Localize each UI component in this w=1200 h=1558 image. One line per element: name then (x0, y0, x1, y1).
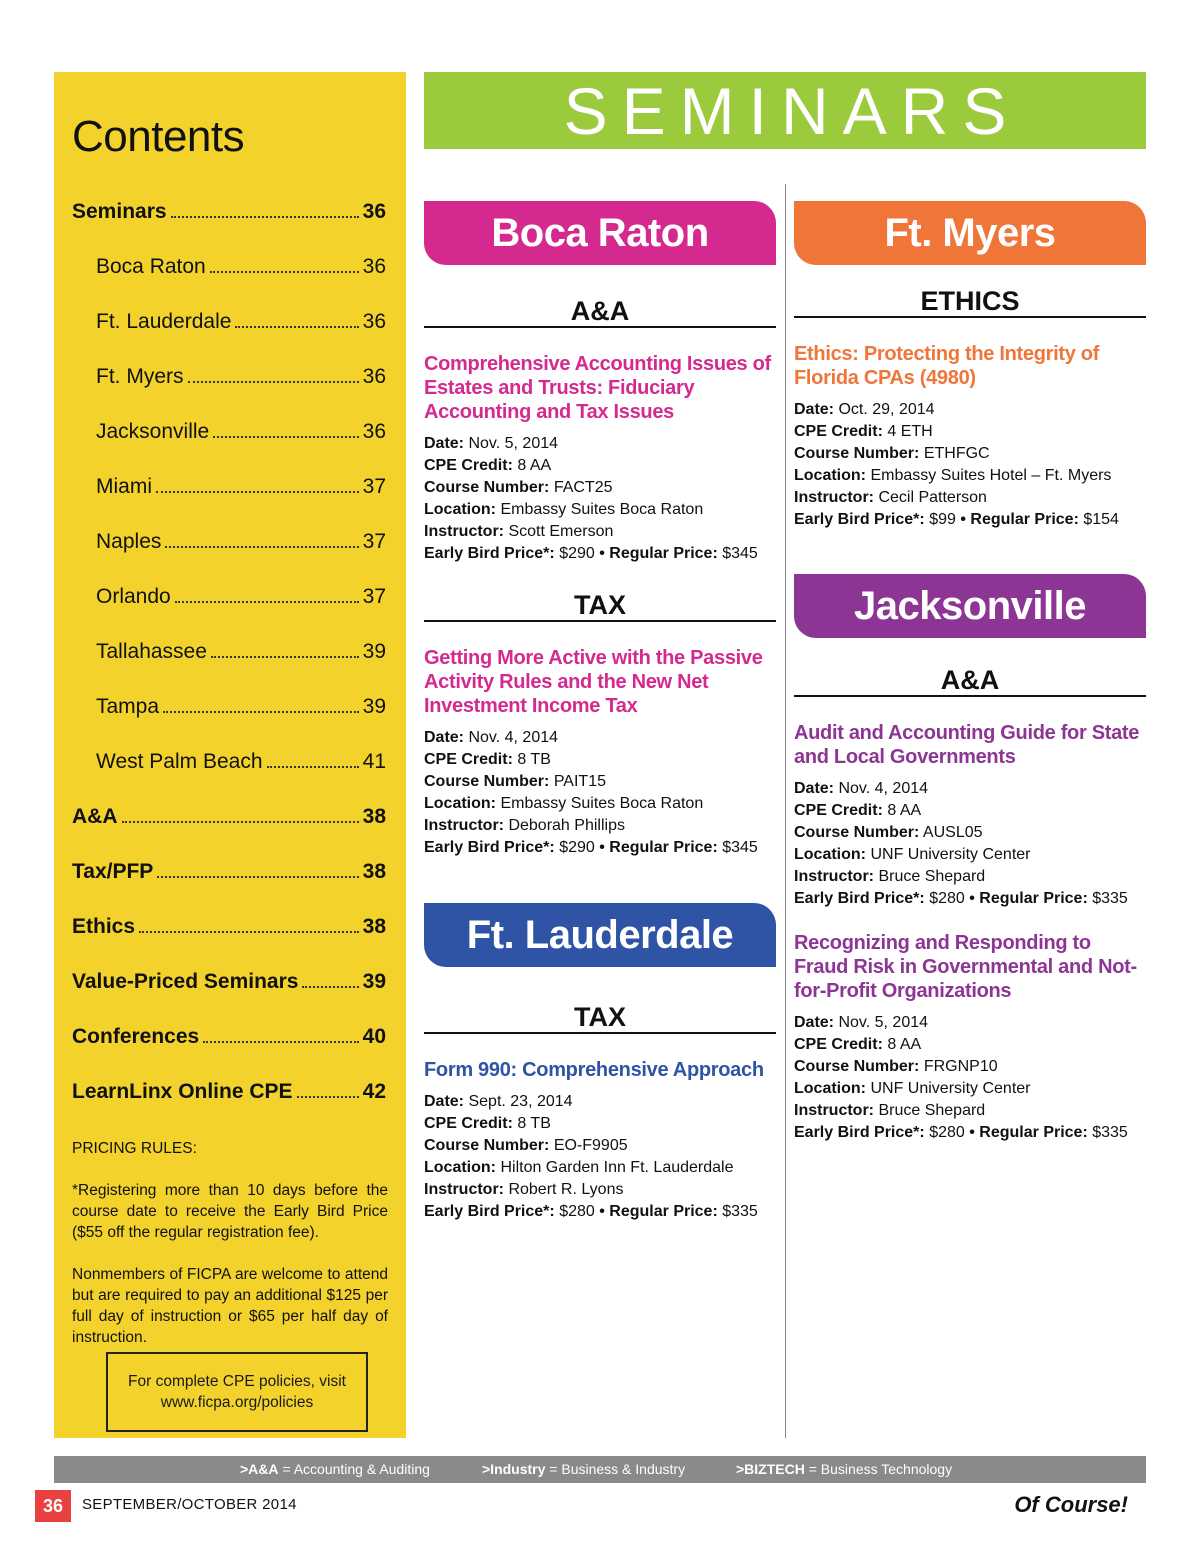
toc-page-number: 38 (362, 805, 386, 828)
regular-price: $345 (722, 545, 758, 562)
course-details: Date: Sept. 23, 2014 CPE Credit: 8 TB Course Number: EO-F9905 Location: Hilton Garden Inn Ft. Lauderdale Instructor: Robert R. Lyons Early Bird Price*: $280 • Regular Price: $335 (424, 1093, 758, 1220)
toc-label: Tax/PFP (72, 860, 154, 883)
toc-label: Seminars (72, 200, 167, 223)
regular-price: $154 (1083, 511, 1119, 528)
toc-item[interactable] (72, 799, 386, 829)
toc-item[interactable] (72, 909, 386, 939)
course-number: AUSL05 (922, 824, 983, 841)
course-number: EO-F9905 (553, 1137, 628, 1154)
course-details: Date: Nov. 5, 2014 CPE Credit: 8 AA Course Number: FACT25 Location: Embassy Suites Boca Raton Instructor: Scott Emerson Early Bird Price*: $290 • Regular Price: $345 (424, 435, 758, 562)
toc-label: West Palm Beach (96, 750, 263, 773)
toc-item[interactable] (72, 964, 386, 994)
regular-price: $335 (722, 1203, 758, 1220)
toc-label: Jacksonville (96, 420, 210, 443)
seminars-header (424, 72, 1146, 149)
course-location: Hilton Garden Inn Ft. Lauderdale (500, 1159, 734, 1176)
toc-page-number: 37 (362, 530, 386, 553)
legend-industry: >Industry = Business & Industry (482, 1461, 686, 1477)
toc-page-number: 40 (362, 1025, 386, 1048)
cpe-credit: 8 TB (517, 751, 551, 768)
course-location: Embassy Suites Hotel – Ft. Myers (870, 467, 1112, 484)
toc-leader-dots (203, 1041, 358, 1043)
toc-leader-dots (213, 436, 358, 438)
toc-page-number: 37 (362, 585, 386, 608)
toc-leader-dots (139, 931, 359, 933)
course-instructor: Deborah Phillips (508, 817, 625, 834)
early-bird-price: $99 (929, 511, 956, 528)
toc-leader-dots (210, 271, 359, 273)
course-title[interactable]: Form 990: Comprehensive Approach (424, 1059, 764, 1081)
banner-boca-raton (424, 201, 776, 265)
toc-item[interactable] (72, 194, 386, 224)
early-bird-price: $280 (929, 1124, 965, 1141)
toc-leader-dots (302, 986, 358, 988)
course-title[interactable]: Getting More Active with the Passive Activity Rules and the New Net Investment Income Tax (424, 647, 763, 717)
toc-leader-dots (211, 656, 359, 658)
cpe-credit: 8 AA (517, 457, 552, 474)
toc-page-number: 37 (362, 475, 386, 498)
toc-page-number: 36 (362, 310, 386, 333)
toc-page-number: 36 (362, 255, 386, 278)
issue-date: SEPTEMBER/OCTOBER 2014 (82, 1496, 297, 1513)
toc-label: Orlando (96, 585, 171, 608)
toc-label: Tallahassee (96, 640, 207, 663)
toc-item[interactable] (96, 524, 386, 554)
course-location: UNF University Center (870, 846, 1031, 863)
city-title: Boca Raton (491, 210, 709, 255)
course-details: Date: Nov. 5, 2014 CPE Credit: 8 AA Course Number: FRGNP10 Location: UNF University Center Instructor: Bruce Shepard Early Bird Price*: $280 • Regular Price: $335 (794, 1014, 1128, 1141)
toc-item[interactable] (72, 1074, 386, 1104)
toc-page-number: 39 (362, 695, 386, 718)
pricing-rule-early-bird: *Registering more than 10 days before the course date to receive the Early Bird Price ($55 off the regular registration fee). (72, 1182, 388, 1241)
toc-item[interactable] (96, 579, 386, 609)
toc-leader-dots (171, 216, 359, 218)
course-title[interactable]: Recognizing and Responding to Fraud Risk in Governmental and Not-for-Profit Organizations (794, 932, 1137, 1002)
course-number: PAIT15 (553, 773, 606, 790)
toc-page-number: 36 (362, 200, 386, 223)
city-title: Ft. Myers (884, 210, 1056, 255)
toc-label: Miami (96, 475, 152, 498)
course-date: Sept. 23, 2014 (468, 1093, 573, 1110)
course-title[interactable]: Ethics: Protecting the Integrity of Florida CPAs (4980) (794, 343, 1100, 389)
course-date: Nov. 5, 2014 (468, 435, 559, 452)
toc-item[interactable] (96, 414, 386, 444)
course-number: FRGNP10 (923, 1058, 998, 1075)
toc-page-number: 36 (362, 420, 386, 443)
toc-leader-dots (235, 326, 358, 328)
course-date: Nov. 4, 2014 (838, 780, 929, 797)
course-instructor: Scott Emerson (508, 523, 614, 540)
toc-item[interactable] (96, 744, 386, 774)
toc-item[interactable] (96, 359, 386, 389)
toc-page-number: 39 (362, 640, 386, 663)
course-instructor: Cecil Patterson (878, 489, 987, 506)
toc-item[interactable] (96, 689, 386, 719)
course-title[interactable]: Audit and Accounting Guide for State and Local Governments (794, 722, 1140, 768)
pricing-rules-heading: PRICING RULES: (72, 1140, 197, 1157)
page-number: 36 (35, 1490, 71, 1522)
toc-page-number: 39 (362, 970, 386, 993)
toc-label: Boca Raton (96, 255, 206, 278)
cpe-credit: 8 TB (517, 1115, 551, 1132)
toc-leader-dots (188, 381, 359, 383)
regular-price: $345 (722, 839, 758, 856)
cpe-credit: 4 ETH (887, 423, 933, 440)
early-bird-price: $280 (559, 1203, 595, 1220)
toc-label: Ethics (72, 915, 136, 938)
regular-price: $335 (1092, 890, 1128, 907)
course-number: FACT25 (553, 479, 613, 496)
policy-link[interactable]: www.ficpa.org/policies (160, 1394, 314, 1411)
course-instructor: Robert R. Lyons (508, 1181, 624, 1198)
toc-label: LearnLinx Online CPE (72, 1080, 293, 1103)
cpe-policy-box (106, 1352, 368, 1432)
course-location: Embassy Suites Boca Raton (500, 795, 704, 812)
seminars-title: SEMINARS (563, 73, 1021, 148)
toc-label: A&A (72, 805, 118, 828)
legend-bar (54, 1456, 1146, 1483)
toc-leader-dots (267, 766, 359, 768)
banner-ft-myers (794, 201, 1146, 265)
toc-leader-dots (156, 491, 359, 493)
cpe-credit: 8 AA (887, 802, 922, 819)
banner-jacksonville (794, 574, 1146, 638)
category-tax: TAX (424, 1002, 776, 1034)
category-aa: A&A (794, 665, 1146, 697)
policy-text: For complete CPE policies, visit (128, 1373, 346, 1390)
course-date: Nov. 4, 2014 (468, 729, 559, 746)
toc-leader-dots (163, 711, 359, 713)
course-location: UNF University Center (870, 1080, 1031, 1097)
category-tax: TAX (424, 590, 776, 622)
toc-leader-dots (175, 601, 359, 603)
regular-price: $335 (1092, 1124, 1128, 1141)
toc-page-number: 38 (362, 860, 386, 883)
toc-leader-dots (297, 1096, 359, 1098)
course-details: Date: Nov. 4, 2014 CPE Credit: 8 TB Course Number: PAIT15 Location: Embassy Suites Boca Raton Instructor: Deborah Phillips Early Bird Price*: $290 • Regular Price: $345 (424, 729, 758, 856)
toc-label: Ft. Myers (96, 365, 184, 388)
toc-item[interactable] (96, 634, 386, 664)
column-divider (785, 184, 786, 1438)
toc-leader-dots (165, 546, 358, 548)
course-instructor: Bruce Shepard (878, 868, 986, 885)
category-ethics: ETHICS (794, 286, 1146, 318)
pricing-rule-nonmembers: Nonmembers of FICPA are welcome to attend but are required to pay an additional $125 per full day of instruction or $65 per half day of instruction. (72, 1266, 388, 1346)
toc-item[interactable] (96, 249, 386, 279)
cpe-credit: 8 AA (887, 1036, 922, 1053)
toc-page-number: 42 (362, 1080, 386, 1103)
course-date: Oct. 29, 2014 (838, 401, 935, 418)
early-bird-price: $290 (559, 839, 595, 856)
toc-label: Ft. Lauderdale (96, 310, 232, 333)
toc-label: Conferences (72, 1025, 200, 1048)
toc-item[interactable] (96, 304, 386, 334)
legend-biztech: >BIZTECH = Business Technology (736, 1461, 953, 1477)
course-title[interactable]: Comprehensive Accounting Issues of Estates and Trusts: Fiduciary Accounting and Tax Issues (424, 353, 771, 423)
course-details: Date: Oct. 29, 2014 CPE Credit: 4 ETH Course Number: ETHFGC Location: Embassy Suites Hotel – Ft. Myers Instructor: Cecil Patterson Early Bird Price*: $99 • Regular Price: $154 (794, 401, 1119, 528)
publication-logo: Of Course! (1014, 1492, 1128, 1517)
early-bird-price: $280 (929, 890, 965, 907)
contents-sidebar (54, 72, 406, 1438)
toc-item[interactable] (72, 1019, 386, 1049)
toc-page-number: 36 (362, 365, 386, 388)
toc-label: Naples (96, 530, 162, 553)
course-instructor: Bruce Shepard (878, 1102, 986, 1119)
toc-leader-dots (122, 821, 359, 823)
course-number: ETHFGC (923, 445, 990, 462)
toc-label: Value-Priced Seminars (72, 970, 299, 993)
category-aa: A&A (424, 296, 776, 328)
toc-item[interactable] (96, 469, 386, 499)
course-details: Date: Nov. 4, 2014 CPE Credit: 8 AA Course Number: AUSL05 Location: UNF University Center Instructor: Bruce Shepard Early Bird Price*: $280 • Regular Price: $335 (794, 780, 1128, 907)
toc-page-number: 41 (362, 750, 386, 773)
toc-page-number: 38 (362, 915, 386, 938)
banner-ft-lauderdale (424, 903, 776, 967)
legend-aa: >A&A = Accounting & Auditing (240, 1461, 430, 1477)
early-bird-price: $290 (559, 545, 595, 562)
city-title: Ft. Lauderdale (466, 912, 734, 957)
toc-leader-dots (157, 876, 358, 878)
contents-title: Contents (72, 112, 245, 161)
course-location: Embassy Suites Boca Raton (500, 501, 704, 518)
city-title: Jacksonville (854, 583, 1086, 628)
course-date: Nov. 5, 2014 (838, 1014, 929, 1031)
toc-item[interactable] (72, 854, 386, 884)
toc-label: Tampa (96, 695, 160, 718)
